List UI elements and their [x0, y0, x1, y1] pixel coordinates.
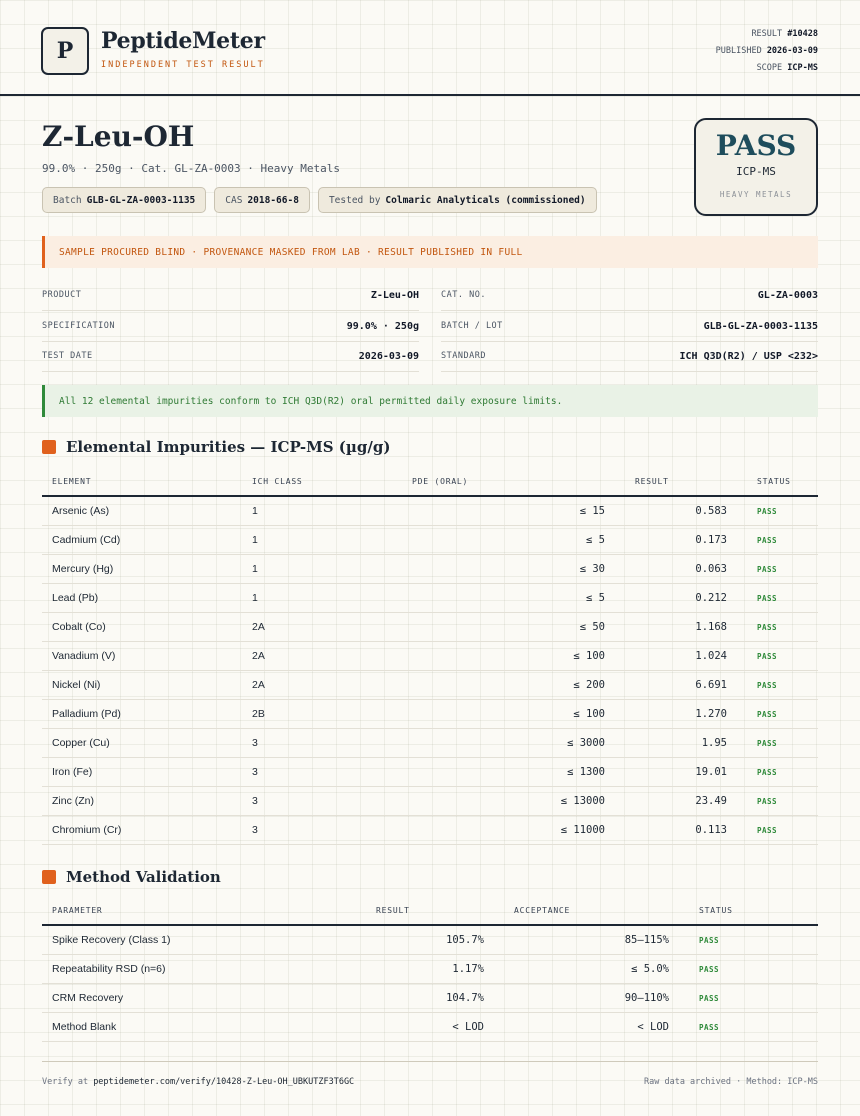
table-row: Arsenic (As) 1 ≤ 15 0.583 PASS — [42, 496, 818, 526]
blind-notice: SAMPLE PROCURED BLIND · PROVENANCE MASKED FROM LAB · RESULT PUBLISHED IN FULL — [42, 236, 818, 268]
status-badge: PASS — [747, 729, 818, 758]
table-row: Palladium (Pd) 2B ≤ 100 1.270 PASS — [42, 700, 818, 729]
impurities-table — [42, 467, 818, 845]
status-badge: PASS — [747, 787, 818, 816]
conformance-notice: All 12 elemental impurities conform to ICH Q3D(R2) oral permitted daily exposure limits. — [42, 385, 818, 417]
info-batch-lot: BATCH / LOT GLB-GL-ZA-0003-1135 — [441, 311, 818, 342]
status-badge: PASS — [689, 955, 818, 984]
logo-icon: P — [41, 27, 89, 75]
footer-divider — [42, 1061, 818, 1062]
section-square-icon — [42, 870, 56, 884]
validation-table — [42, 896, 818, 1042]
pass-badge-scope: HEAVY METALS — [719, 190, 793, 199]
info-product: PRODUCT Z-Leu-OH — [42, 280, 419, 311]
col-status: STATUS — [689, 896, 818, 925]
table-row: Copper (Cu) 3 ≤ 3000 1.95 PASS — [42, 729, 818, 758]
col-pde: PDE (ORAL) — [402, 467, 625, 496]
info-test-date: TEST DATE 2026-03-09 — [42, 341, 419, 372]
info-specification: SPECIFICATION 99.0% · 250g — [42, 311, 419, 342]
table-row: Nickel (Ni) 2A ≤ 200 6.691 PASS — [42, 671, 818, 700]
status-badge: PASS — [747, 700, 818, 729]
report-header — [0, 0, 860, 96]
table-row: Chromium (Cr) 3 ≤ 11000 0.113 PASS — [42, 816, 818, 845]
col-ich-class: ICH CLASS — [242, 467, 402, 496]
status-badge: PASS — [747, 671, 818, 700]
brand-subtitle: INDEPENDENT TEST RESULT — [101, 60, 265, 70]
section-square-icon — [42, 440, 56, 454]
footer-note: Raw data archived · Method: ICP-MS — [644, 1077, 818, 1087]
table-row: Lead (Pb) 1 ≤ 5 0.212 PASS — [42, 584, 818, 613]
validation-section-header — [42, 868, 221, 886]
published-date: PUBLISHED 2026-03-09 — [715, 46, 818, 56]
info-standard: STANDARD ICH Q3D(R2) / USP <232> — [441, 341, 818, 372]
cas-chip: CAS 2018-66-8 — [214, 187, 310, 213]
product-chips — [42, 187, 597, 213]
status-badge: PASS — [747, 555, 818, 584]
verify-link[interactable]: peptidemeter.com/verify/10428-Z-Leu-OH_UBKUTZF3T6GC — [93, 1077, 355, 1087]
validation-title: Method Validation — [66, 868, 221, 886]
status-badge: PASS — [747, 613, 818, 642]
col-result: RESULT — [366, 896, 504, 925]
table-row: Method Blank < LOD < LOD PASS — [42, 1013, 818, 1042]
verify-text: Verify at peptidemeter.com/verify/10428-Z-Leu-OH_UBKUTZF3T6GC — [42, 1077, 355, 1087]
status-badge: PASS — [747, 642, 818, 671]
col-status: STATUS — [747, 467, 818, 496]
validation-header-row — [42, 896, 818, 925]
batch-chip: Batch GLB-GL-ZA-0003-1135 — [42, 187, 206, 213]
status-badge: PASS — [747, 526, 818, 555]
table-row: Cobalt (Co) 2A ≤ 50 1.168 PASS — [42, 613, 818, 642]
table-row: Mercury (Hg) 1 ≤ 30 0.063 PASS — [42, 555, 818, 584]
status-badge: PASS — [689, 984, 818, 1013]
col-parameter: PARAMETER — [42, 896, 366, 925]
status-badge: PASS — [747, 758, 818, 787]
table-row: Vanadium (V) 2A ≤ 100 1.024 PASS — [42, 642, 818, 671]
status-badge: PASS — [747, 816, 818, 845]
pass-badge — [694, 118, 818, 216]
col-result: RESULT — [625, 467, 747, 496]
brand-name: PeptideMeter — [101, 28, 265, 54]
table-row: Cadmium (Cd) 1 ≤ 5 0.173 PASS — [42, 526, 818, 555]
impurities-header-row — [42, 467, 818, 496]
col-acceptance: ACCEPTANCE — [504, 896, 689, 925]
impurities-title: Elemental Impurities — ICP-MS (µg/g) — [66, 438, 391, 456]
col-element: ELEMENT — [42, 467, 242, 496]
pass-badge-title: PASS — [715, 129, 797, 162]
table-row: CRM Recovery 104.7% 90–110% PASS — [42, 984, 818, 1013]
tested-by-chip: Tested by Colmaric Analyticals (commissioned) — [318, 187, 597, 213]
status-badge: PASS — [689, 1013, 818, 1042]
pass-badge-method: ICP-MS — [736, 165, 776, 178]
table-row: Spike Recovery (Class 1) 105.7% 85–115% PASS — [42, 925, 818, 955]
table-row: Repeatability RSD (n=6) 1.17% ≤ 5.0% PASS — [42, 955, 818, 984]
status-badge: PASS — [747, 496, 818, 526]
status-badge: PASS — [689, 925, 818, 955]
scope: SCOPE ICP-MS — [756, 63, 818, 73]
table-row: Iron (Fe) 3 ≤ 1300 19.01 PASS — [42, 758, 818, 787]
product-subtitle: 99.0% · 250g · Cat. GL-ZA-0003 · Heavy Metals — [42, 162, 341, 175]
impurities-section-header — [42, 438, 390, 456]
result-number: RESULT #10428 — [751, 29, 818, 39]
info-cat-no: CAT. NO. GL-ZA-0003 — [441, 280, 818, 311]
status-badge: PASS — [747, 584, 818, 613]
product-title: Z-Leu-OH — [42, 120, 195, 153]
table-row: Zinc (Zn) 3 ≤ 13000 23.49 PASS — [42, 787, 818, 816]
